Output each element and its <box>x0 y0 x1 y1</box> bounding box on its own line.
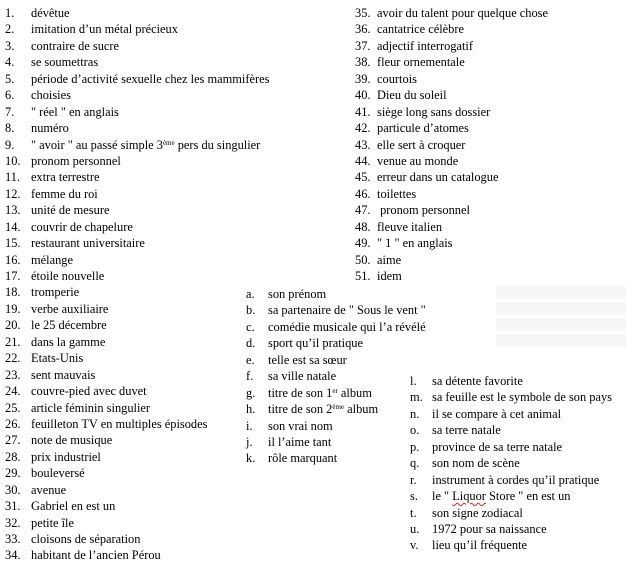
list-item <box>5 120 269 136</box>
list-item <box>5 465 269 481</box>
item-number: 18. <box>5 285 21 300</box>
list-item <box>355 120 548 136</box>
item-number: 30. <box>5 482 21 497</box>
clue-list-right <box>355 5 548 284</box>
list-item <box>246 434 426 450</box>
item-number: 25. <box>5 400 21 415</box>
list-item <box>5 400 269 416</box>
list-item <box>355 235 548 251</box>
item-text: Dieu du soleil <box>377 88 447 103</box>
item-number: 49. <box>355 236 371 251</box>
list-item <box>5 71 269 87</box>
item-text-continued: album <box>344 402 379 417</box>
item-text: toilettes <box>377 186 417 201</box>
item-number: 22. <box>5 351 21 366</box>
item-text-continued: album <box>337 385 372 400</box>
list-item <box>410 505 612 521</box>
item-text: erreur dans un catalogue <box>377 170 499 185</box>
item-text: cantatrice célèbre <box>377 22 465 37</box>
list-item <box>5 432 269 448</box>
faded-line <box>496 318 626 331</box>
item-text: petite île <box>31 515 75 530</box>
item-text: le 25 décembre <box>31 318 107 333</box>
list-item <box>5 21 269 37</box>
spellcheck-word: Liquor <box>452 489 486 504</box>
item-text: venue au monde <box>377 153 459 168</box>
item-text: pronom personnel <box>377 203 470 218</box>
item-text: le " <box>432 489 453 504</box>
list-item <box>5 383 269 399</box>
item-text: fleur ornementale <box>377 55 465 70</box>
item-text: extra terrestre <box>31 170 100 185</box>
item-text: aime <box>377 252 402 267</box>
list-item <box>410 472 612 488</box>
list-item <box>5 498 269 514</box>
item-text: couvrir de chapelure <box>31 219 133 234</box>
item-number: 13. <box>5 203 21 218</box>
list-item <box>355 186 548 202</box>
item-number: 48. <box>355 219 371 234</box>
list-item <box>5 235 269 251</box>
list-item <box>5 5 269 21</box>
list-item <box>5 515 269 531</box>
item-number: 51. <box>355 269 371 283</box>
item-text: son vrai nom <box>268 418 333 433</box>
item-text: verbe auxiliaire <box>31 301 109 316</box>
item-text: 1972 pour sa naissance <box>432 521 547 536</box>
item-text: telle est sa sœur <box>268 352 347 367</box>
item-number: 45. <box>355 170 371 185</box>
list-item <box>355 153 548 169</box>
item-number: c. <box>246 319 255 334</box>
item-number: 39. <box>355 71 371 86</box>
item-number: g. <box>246 385 256 400</box>
hint-list-l-v <box>410 373 612 554</box>
item-text: il se compare à cet animal <box>432 406 562 421</box>
list-item <box>5 38 269 54</box>
item-text-continued: Store " en est un <box>485 489 571 504</box>
item-text: adjectif interrogatif <box>377 38 473 53</box>
list-item <box>246 385 426 401</box>
item-text: " 1 " en anglais <box>377 236 453 251</box>
item-text: il l’aime tant <box>268 434 332 449</box>
item-text: feuilleton TV en multiples épisodes <box>31 416 208 431</box>
item-number: j. <box>246 434 253 449</box>
item-number: 12. <box>5 186 21 201</box>
list-item <box>5 137 269 153</box>
list-item <box>355 87 548 103</box>
item-text: comédie musicale qui l’a révélé <box>268 319 426 334</box>
list-item <box>5 334 269 350</box>
item-number: 20. <box>5 318 21 333</box>
item-number: k. <box>246 451 256 466</box>
list-item <box>410 537 612 553</box>
item-number: q. <box>410 456 420 471</box>
item-number: 32. <box>5 515 21 530</box>
item-number: d. <box>246 336 256 351</box>
item-number: 29. <box>5 466 21 481</box>
list-item <box>355 71 548 87</box>
list-item <box>246 401 426 417</box>
list-item <box>355 104 548 120</box>
item-text: note de musique <box>31 433 113 448</box>
item-number: 5. <box>5 71 15 86</box>
item-text-continued: pers du singulier <box>174 137 261 152</box>
list-item <box>246 352 426 368</box>
list-item <box>246 418 426 434</box>
item-number: v. <box>410 538 419 553</box>
list-item <box>5 350 269 366</box>
item-text: lieu qu’il fréquente <box>432 538 527 553</box>
item-number: o. <box>410 423 420 438</box>
faded-line <box>496 302 626 315</box>
item-text: instrument à cordes qu’il pratique <box>432 472 600 487</box>
item-number: 11. <box>5 170 21 185</box>
item-text: Etats-Unis <box>31 351 84 366</box>
item-number: r. <box>410 472 417 487</box>
item-text: sa partenaire de " Sous le vent " <box>268 303 426 318</box>
item-text: titre de son 1 <box>268 385 333 400</box>
item-text: restaurant universitaire <box>31 236 145 251</box>
list-item <box>246 286 426 302</box>
item-text: son nom de scène <box>432 456 520 471</box>
item-text: article féminin singulier <box>31 400 151 415</box>
list-item <box>410 439 612 455</box>
item-text: avenue <box>31 482 67 497</box>
item-number: 27. <box>5 433 21 448</box>
item-text: fleuve italien <box>377 219 443 234</box>
list-item <box>5 219 269 235</box>
list-item <box>5 252 269 268</box>
item-text: dévêtue <box>31 6 70 20</box>
list-item <box>5 153 269 169</box>
list-item <box>355 54 548 70</box>
list-item <box>5 416 269 432</box>
item-text: siège long sans dossier <box>377 104 491 119</box>
list-item <box>5 104 269 120</box>
item-number: h. <box>246 402 256 417</box>
item-text: elle sert à croquer <box>377 137 466 152</box>
list-item <box>355 252 548 268</box>
item-text: contraire de sucre <box>31 38 120 53</box>
list-item <box>5 317 269 333</box>
item-text: sa terre natale <box>432 423 501 438</box>
list-item <box>410 389 612 405</box>
list-item <box>355 5 548 21</box>
clue-list-left <box>5 5 269 564</box>
item-number: 26. <box>5 416 21 431</box>
item-number: 37. <box>355 38 371 53</box>
item-superscript: er <box>332 386 338 395</box>
item-number: 50. <box>355 252 371 267</box>
list-item <box>355 21 548 37</box>
item-text: imitation d’un métal précieux <box>31 22 178 37</box>
list-item <box>410 422 612 438</box>
item-text: sa détente favorite <box>432 374 523 388</box>
list-item <box>5 54 269 70</box>
list-item <box>5 301 269 317</box>
item-text: bouleversé <box>31 466 85 481</box>
item-superscript: ème <box>332 403 345 412</box>
item-number: p. <box>410 439 420 454</box>
item-number: 38. <box>355 55 371 70</box>
list-item <box>355 202 548 218</box>
item-number: f. <box>246 369 254 384</box>
list-item <box>355 268 548 284</box>
item-text: avoir du talent pour quelque chose <box>377 6 549 20</box>
item-text: choisies <box>31 88 71 103</box>
item-number: 24. <box>5 384 21 399</box>
item-number: m. <box>410 390 423 405</box>
list-item <box>246 335 426 351</box>
item-text: rôle marquant <box>268 451 338 466</box>
list-item <box>5 268 269 284</box>
item-number: 6. <box>5 88 15 103</box>
item-number: 35. <box>355 6 371 20</box>
list-item <box>246 368 426 384</box>
item-superscript: ème <box>162 138 175 147</box>
item-number: 4. <box>5 55 15 70</box>
item-number: e. <box>246 352 255 367</box>
item-number: b. <box>246 303 256 318</box>
item-text: habitant de l’ancien Pérou <box>31 548 161 563</box>
item-number: s. <box>410 489 418 504</box>
item-number: 21. <box>5 334 21 349</box>
item-text: unité de mesure <box>31 203 110 218</box>
list-item <box>410 455 612 471</box>
item-text: pronom personnel <box>31 153 121 168</box>
item-text: se soumettras <box>31 55 99 70</box>
item-text: sa feuille est le symbole de son pays <box>432 390 612 405</box>
item-number: 47. <box>355 203 371 218</box>
item-text: sa ville natale <box>268 369 337 384</box>
item-text: Gabriel en est un <box>31 499 116 514</box>
list-item <box>5 531 269 547</box>
list-item <box>355 38 548 54</box>
list-item <box>410 406 612 422</box>
item-number: 34. <box>5 548 21 563</box>
item-text: sport qu’il pratique <box>268 336 363 351</box>
item-number: l. <box>410 374 417 388</box>
list-item <box>5 169 269 185</box>
list-item <box>5 202 269 218</box>
item-number: t. <box>410 505 417 520</box>
item-text: dans la gamme <box>31 334 106 349</box>
list-item <box>355 219 548 235</box>
item-number: 9. <box>5 137 15 152</box>
item-text: couvre-pied avec duvet <box>31 384 147 399</box>
item-number: 42. <box>355 121 371 136</box>
list-item <box>246 302 426 318</box>
list-item <box>410 373 612 389</box>
item-text: période d’activité sexuelle chez les mammifères <box>31 71 270 86</box>
item-text: courtois <box>377 71 417 86</box>
list-item <box>246 319 426 335</box>
item-number: 15. <box>5 236 21 251</box>
item-text: province de sa terre natale <box>432 439 563 454</box>
item-text: particule d’atomes <box>377 121 469 136</box>
item-text: idem <box>377 269 402 283</box>
list-item <box>5 367 269 383</box>
faded-line <box>496 334 626 347</box>
item-number: 31. <box>5 499 21 514</box>
item-number: 8. <box>5 121 15 136</box>
item-number: a. <box>246 287 255 301</box>
item-number: 7. <box>5 104 15 119</box>
list-item <box>5 87 269 103</box>
item-number: 10. <box>5 153 21 168</box>
item-text: son signe zodiacal <box>432 505 523 520</box>
item-number: 16. <box>5 252 21 267</box>
faded-text-block <box>496 286 636 364</box>
list-item <box>5 186 269 202</box>
item-text: titre de son 2 <box>268 402 333 417</box>
item-number: 17. <box>5 269 21 283</box>
item-number: 19. <box>5 301 21 316</box>
item-text: numéro <box>31 121 69 136</box>
item-text: tromperie <box>31 285 80 300</box>
item-text: étoile nouvelle <box>31 269 105 283</box>
item-text: femme du roi <box>31 186 98 201</box>
faded-line <box>496 286 626 299</box>
item-number: u. <box>410 521 420 536</box>
hint-list-a-k <box>246 286 426 467</box>
item-text: " réel " en anglais <box>31 104 119 119</box>
item-number: 44. <box>355 153 371 168</box>
list-item <box>5 482 269 498</box>
list-item <box>246 450 426 466</box>
item-number: 2. <box>5 22 15 37</box>
item-number: 1. <box>5 6 15 20</box>
list-item <box>355 137 548 153</box>
item-number: n. <box>410 406 420 421</box>
list-item <box>410 521 612 537</box>
list-item <box>410 488 612 504</box>
item-number: 3. <box>5 38 15 53</box>
list-item <box>5 547 269 563</box>
item-number: 33. <box>5 532 21 546</box>
item-text: mélange <box>31 252 73 267</box>
item-text: sent mauvais <box>31 367 96 382</box>
item-number: 43. <box>355 137 371 152</box>
item-number: 40. <box>355 88 371 103</box>
item-number: 28. <box>5 449 21 464</box>
item-text: son prénom <box>268 287 327 301</box>
item-number: 14. <box>5 219 21 234</box>
item-number: 46. <box>355 186 371 201</box>
item-text: " avoir " au passé simple 3 <box>31 137 163 152</box>
list-item <box>5 284 269 300</box>
item-number: 23. <box>5 367 21 382</box>
item-number: 41. <box>355 104 371 119</box>
list-item <box>5 449 269 465</box>
item-number: 36. <box>355 22 371 37</box>
item-number: i. <box>246 418 253 433</box>
list-item <box>355 169 548 185</box>
item-text: cloisons de séparation <box>31 532 141 546</box>
item-text: prix industriel <box>31 449 101 464</box>
